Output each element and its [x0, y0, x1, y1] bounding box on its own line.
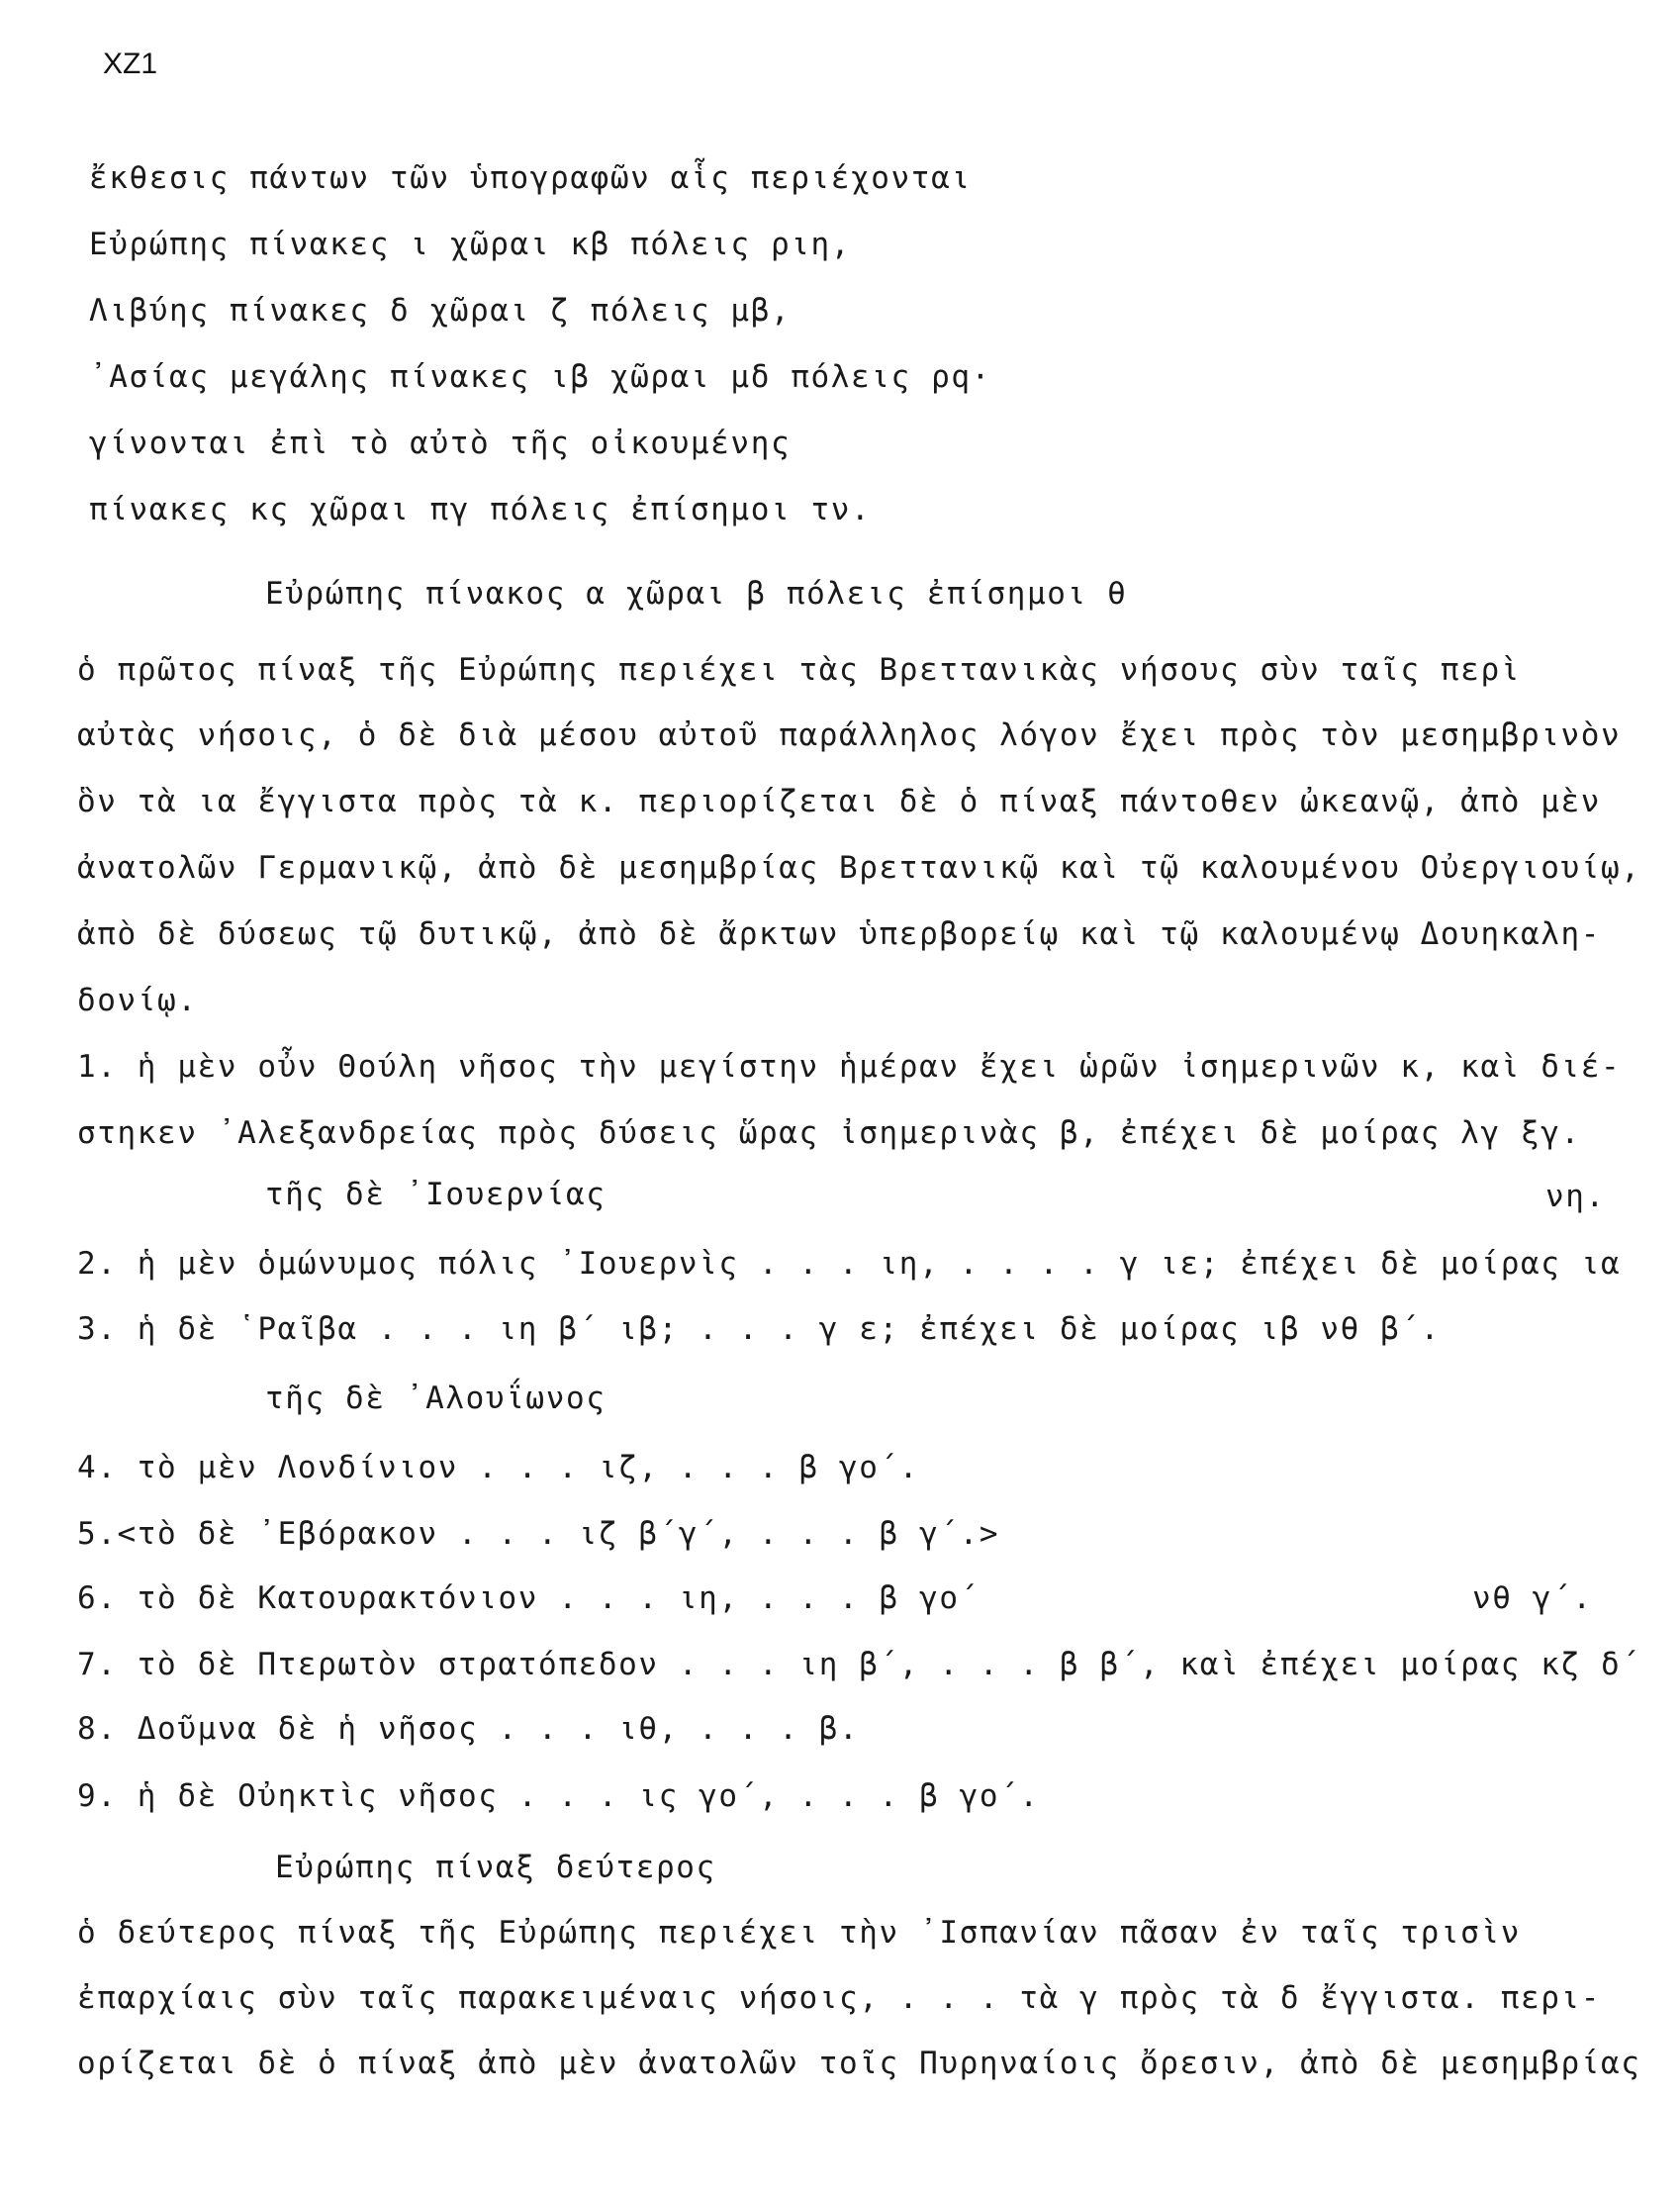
list-item: στηκεν ᾿Αλεξανδρείας πρὸς δύσεις ὥρας ἰσημερινὰς β, ἐπέχει δὲ μοίρας λγ ξγ.: [77, 1115, 1581, 1151]
sub-heading: τῆς δὲ ᾿Αλουΐωνος: [265, 1381, 607, 1416]
list-item: 4. τὸ μὲν Λονδίνιον . . . ιζ, . . . β γο΄.: [77, 1450, 920, 1485]
summary-line: ἔκθεσις πάντων τῶν ὑπογραφῶν αἷς περιέχονται: [89, 160, 972, 196]
list-item: 6. τὸ δὲ Κατουρακτόνιον . . . ιη, . . . β γο΄: [77, 1580, 980, 1616]
summary-line: Εὐρώπης πίνακες ι χῶραι κβ πόλεις ριη,: [89, 227, 852, 262]
summary-line: γίνονται ἐπὶ τὸ αὐτὸ τῆς οἰκουμένης: [89, 426, 792, 461]
paragraph-line: ὁ πρῶτος πίναξ τῆς Εὐρώπης περιέχει τὰς Βρεττανικὰς νήσους σὺν ταῖς περὶ: [77, 652, 1521, 688]
paragraph-line: ἐπαρχίαις σὺν ταῖς παρακειμέναις νήσοις, . . . τὰ γ πρὸς τὰ δ ἔγγιστα. περι-: [77, 1980, 1602, 2016]
list-item: 8. Δοῦμνα δὲ ἡ νῆσος . . . ιθ, . . . β.: [77, 1711, 860, 1747]
summary-line: ᾿Ασίας μεγάλης πίνακες ιβ χῶραι μδ πόλεις ρq·: [89, 359, 991, 395]
paragraph-line: δονίῳ.: [77, 983, 198, 1018]
paragraph-line: ὁ δεύτερος πίναξ τῆς Εὐρώπης περιέχει τὴν ᾿Ισπανίαν πᾶσαν ἐν ταῖς τρισὶν: [77, 1915, 1521, 1951]
summary-line: πίνακες κς χῶραι πγ πόλεις ἐπίσημοι τν.: [89, 492, 872, 527]
sub-heading: τῆς δὲ ᾿Ιουερνίας: [265, 1177, 607, 1212]
paragraph-line: αὐτὰς νήσοις, ὁ δὲ διὰ μέσου αὐτοῦ παράλληλος λόγον ἔχει πρὸς τὸν μεσημβρινὸν: [77, 717, 1622, 753]
paragraph-line: ὃν τὰ ια ἔγγιστα πρὸς τὰ κ. περιορίζεται δὲ ὁ πίναξ πάντοθεν ὠκεανῷ, ἀπὸ μὲν: [77, 784, 1602, 819]
list-item: 9. ἡ δὲ Οὐηκτὶς νῆσος . . . ις γο΄, . . . β γο΄.: [77, 1778, 1040, 1814]
section-heading: Εὐρώπης πίνακος α χῶραι β πόλεις ἐπίσημοι θ: [265, 576, 1128, 612]
paragraph-line: ἀνατολῶν Γερμανικῷ, ἀπὸ δὲ μεσημβρίας Βρεττανικῷ καὶ τῷ καλουμένου Οὐεργιουίῳ,: [77, 850, 1641, 886]
list-item: 7. τὸ δὲ Πτερωτὸν στρατόπεδον . . . ιη β΄, . . . β β΄, καὶ ἐπέχει μοίρας κζ δ΄: [77, 1647, 1641, 1682]
paragraph-line: ορίζεται δὲ ὁ πίναξ ἀπὸ μὲν ἀνατολῶν τοῖς Πυρηναίοις ὄρεσιν, ἀπὸ δὲ μεσημβρίας: [77, 2046, 1641, 2081]
page-label: XZ1: [103, 48, 158, 80]
list-item: 3. ἡ δὲ ῾Ραῖβα . . . ιη β΄ ιβ; . . . γ ε; ἐπέχει δὲ μοίρας ιβ νθ β΄.: [77, 1311, 1441, 1347]
paragraph-line: ἀπὸ δὲ δύσεως τῷ δυτικῷ, ἀπὸ δὲ ἄρκτων ὑπερβορείῳ καὶ τῷ καλουμένῳ Δουηκαλη-: [77, 916, 1602, 952]
list-item: 2. ἡ μὲν ὁμώνυμος πόλις ᾿Ιουερνὶς . . . ιη, . . . . γ ιε; ἐπέχει δὲ μοίρας ια: [77, 1246, 1622, 1282]
margin-value: νθ γ΄.: [1472, 1580, 1593, 1616]
section-heading: Εὐρώπης πίναξ δεύτερος: [275, 1850, 716, 1885]
margin-value: νη.: [1545, 1179, 1606, 1214]
list-item: 5.<τὸ δὲ ᾿Εβόρακον . . . ιζ β΄γ΄, . . . β γ΄.>: [77, 1516, 1000, 1552]
list-item: 1. ἡ μὲν οὖν Θούλη νῆσος τὴν μεγίστην ἡμέραν ἔχει ὡρῶν ἰσημερινῶν κ, καὶ διέ-: [77, 1049, 1622, 1085]
summary-line: Λιβύης πίνακες δ χῶραι ζ πόλεις μβ,: [89, 293, 792, 329]
